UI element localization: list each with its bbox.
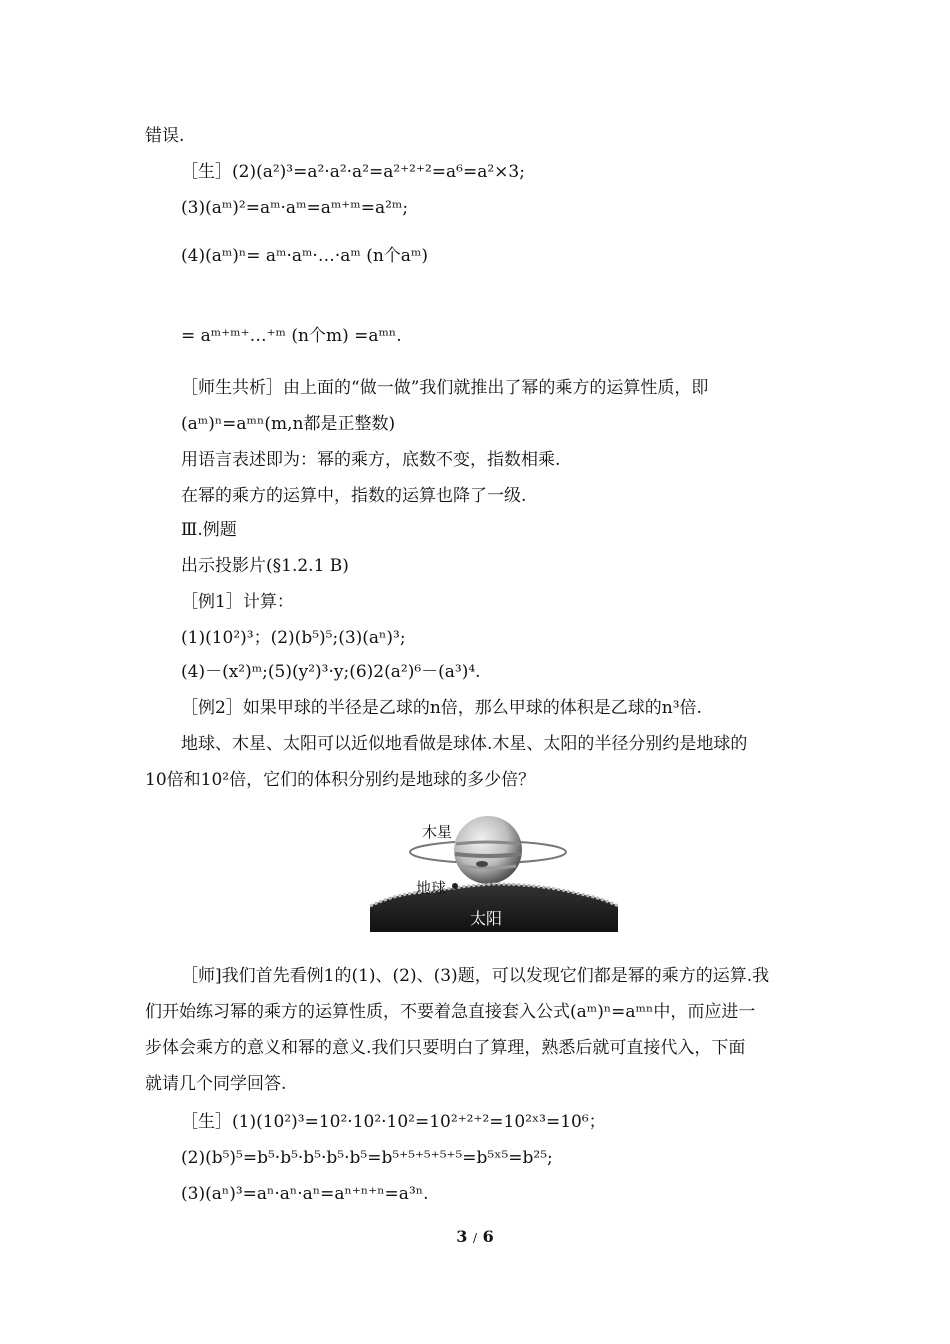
jupiter-planet [454, 816, 522, 884]
text-line: 们开始练习幂的乘方的运算性质，不要着急直接套入公式(aᵐ)ⁿ=aᵐⁿ中，而应进一 [145, 1002, 756, 1022]
formula-line: (4)(aᵐ)ⁿ= aᵐ·aᵐ·…·aᵐ (n个aᵐ) [181, 246, 428, 266]
text-line: (3)(aⁿ)³=aⁿ·aⁿ·aⁿ=aⁿ⁺ⁿ⁺ⁿ=a³ⁿ. [181, 1184, 429, 1204]
page-number [0, 1227, 950, 1246]
planets-illustration [370, 812, 618, 932]
text-line: 地球、木星、太阳可以近似地看做是球体.木星、太阳的半径分别约是地球的 [181, 734, 748, 754]
text-line: ［生］(2)(a²)³=a²·a²·a²=a²⁺²⁺²=a⁶=a²×3; [181, 162, 525, 182]
text-line: 就请几个同学回答. [145, 1074, 287, 1094]
formula-line: = aᵐ⁺ᵐ⁺…⁺ᵐ (n个m) =aᵐⁿ. [181, 326, 402, 346]
text-line: 10倍和10²倍，它们的体积分别约是地球的多少倍？ [145, 770, 536, 790]
text-line: ［师]我们首先看例1的(1)、(2)、(3)题，可以发现它们都是幂的乘方的运算.我 [181, 966, 770, 986]
sun-label: 太阳 [470, 909, 503, 928]
text-line: (4)－(x²)ᵐ;(5)(y²)³·y;(6)2(a²)⁶－(a³)⁴. [181, 662, 481, 682]
jupiter-label: 木星 [422, 823, 453, 841]
text-line: 步体会乘方的意义和幂的意义.我们只要明白了算理，熟悉后就可直接代入，下面 [145, 1038, 746, 1058]
text-line: (2)(b⁵)⁵=b⁵·b⁵·b⁵·b⁵·b⁵=b⁵⁺⁵⁺⁵⁺⁵⁺⁵=b⁵ˣ⁵=b²⁵; [181, 1148, 553, 1168]
text-line: (3)(aᵐ)²=aᵐ·aᵐ=aᵐ⁺ᵐ=a²ᵐ; [181, 198, 409, 218]
text-line: 错误. [145, 126, 185, 146]
text-line: (aᵐ)ⁿ=aᵐⁿ(m,n都是正整数) [181, 414, 396, 434]
text-line: ［生］(1)(10²)³=10²·10²·10²=10²⁺²⁺²=10²ˣ³=10⁶； [181, 1112, 606, 1132]
earth-dot [452, 883, 458, 889]
text-line: (1)(10²)³；(2)(b⁵)⁵;(3)(aⁿ)³; [181, 628, 406, 648]
total-pages: 6 [482, 1227, 494, 1246]
text-line: 在幂的乘方的运算中，指数的运算也降了一级. [181, 486, 527, 506]
section-heading: Ⅲ.例题 [181, 520, 237, 540]
text-line: ［例1］计算： [181, 592, 294, 612]
text-line: 出示投影片(§1.2.1 B) [181, 556, 349, 576]
earth-label: 地球 [416, 879, 447, 897]
page-separator: / [472, 1231, 478, 1245]
text-line: ［师生共析］由上面的“做一做”我们就推出了幂的乘方的运算性质，即 [181, 378, 709, 398]
current-page: 3 [456, 1227, 468, 1246]
text-line: ［例2］如果甲球的半径是乙球的n倍，那么甲球的体积是乙球的n³倍. [181, 698, 702, 718]
planets-figure [370, 812, 618, 932]
text-line: 用语言表述即为：幂的乘方，底数不变，指数相乘. [181, 450, 561, 470]
